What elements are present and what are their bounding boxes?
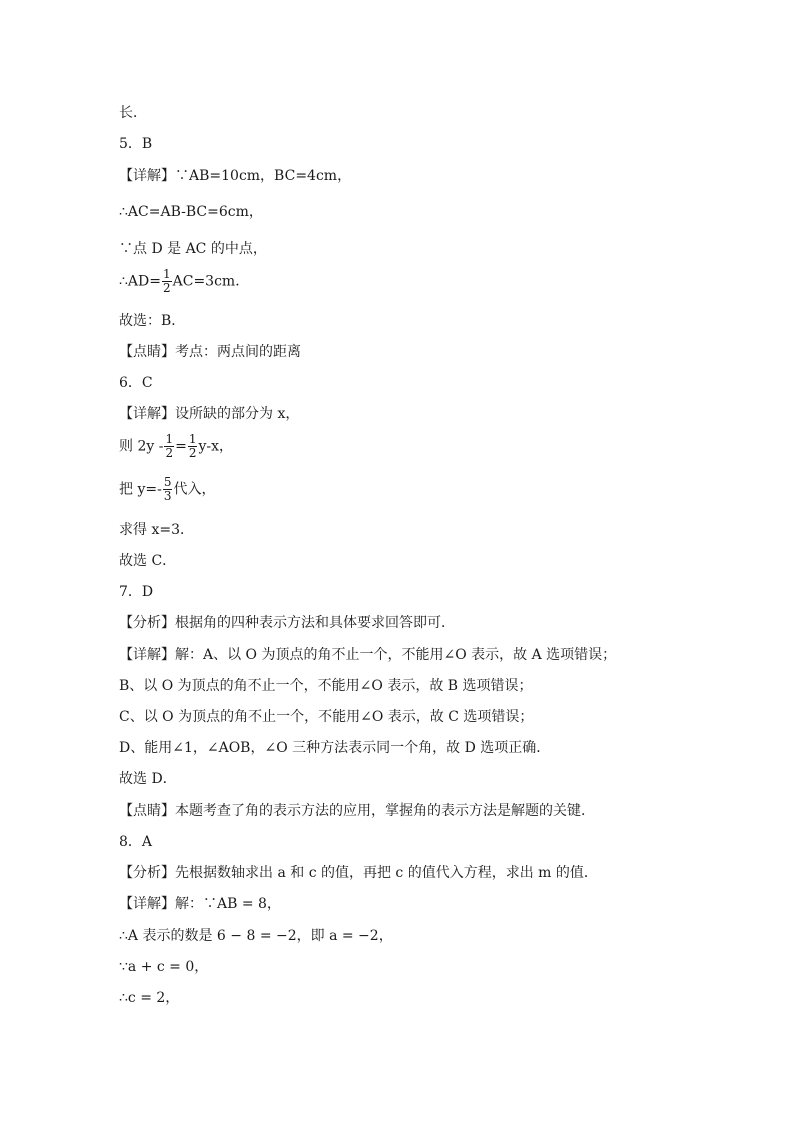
- text-line: 故选 D．: [119, 771, 177, 787]
- fraction-numerator: 1: [165, 432, 174, 446]
- text-segment: 把 y=-: [119, 481, 162, 498]
- text-segment: =: [175, 438, 187, 455]
- text-line: D、能用∠1，∠AOB，∠O 三种方法表示同一个角，故 D 选项正确．: [119, 740, 551, 756]
- text-line: 【点睛】本题考查了角的表示方法的应用，掌握角的表示方法是解题的关键.: [119, 803, 586, 819]
- answer-heading: 6．C: [119, 375, 153, 391]
- fraction-numerator: 1: [162, 267, 171, 281]
- answer-heading: 8．A: [119, 834, 153, 850]
- text-line: C、以 O 为顶点的角不止一个，不能用∠O 表示，故 C 选项错误；: [119, 709, 534, 725]
- text-line: ∴c = 2，: [119, 990, 180, 1006]
- text-segment: 则 2y -: [119, 438, 164, 455]
- text-line: B、以 O 为顶点的角不止一个，不能用∠O 表示，故 B 选项错误；: [119, 678, 533, 694]
- fraction-denominator: 2: [188, 446, 197, 460]
- text-segment: AC=3cm．: [172, 273, 250, 290]
- fraction: [163, 476, 173, 503]
- text-line-with-fraction: [119, 268, 249, 295]
- text-line: 【分析】先根据数轴求出 a 和 c 的值，再把 c 的值代入方程，求出 m 的值．: [119, 865, 598, 881]
- fraction-denominator: 2: [165, 446, 174, 460]
- text-line: 【点睛】考点：两点间的距离: [119, 344, 301, 360]
- text-line: 【详解】解：A、以 O 为顶点的角不止一个，不能用∠O 表示，故 A 选项错误；: [119, 647, 617, 663]
- answer-heading: 5．B: [119, 136, 153, 152]
- text-line: 长．: [119, 105, 147, 121]
- text-line: ∵a + c = 0，: [119, 959, 209, 975]
- text-line: ∴AC=AB-BC=6cm，: [119, 204, 263, 220]
- text-line: 【详解】设所缺的部分为 x，: [119, 406, 300, 422]
- text-line: 故选：B．: [119, 313, 186, 329]
- text-line: 【详解】∵AB=10cm，BC=4cm，: [119, 168, 352, 184]
- answer-heading: 7．D: [119, 584, 154, 600]
- fraction: [188, 433, 198, 460]
- fraction-numerator: 5: [163, 475, 172, 489]
- text-segment: ∴AD=: [119, 273, 161, 290]
- fraction-denominator: 3: [163, 489, 172, 503]
- text-line: 【详解】解：∵AB = 8，: [119, 896, 281, 912]
- fraction: [164, 433, 174, 460]
- text-segment: y-x，: [198, 438, 234, 455]
- text-line: ∵点 D 是 AC 的中点，: [119, 241, 267, 257]
- text-line: ∴A 表示的数是 6 − 8 = −2，即 a = −2，: [119, 928, 393, 944]
- fraction: [162, 268, 172, 295]
- fraction-numerator: 1: [188, 432, 197, 446]
- text-segment: 代入，: [173, 481, 216, 498]
- text-line-with-fraction: [119, 476, 215, 503]
- text-line: 故选 C．: [119, 553, 177, 569]
- text-line-with-fraction: [119, 433, 233, 460]
- text-line: 求得 x=3．: [119, 522, 194, 538]
- fraction-denominator: 2: [162, 281, 171, 295]
- text-line: 【分析】根据角的四种表示方法和具体要求回答即可．: [119, 615, 455, 631]
